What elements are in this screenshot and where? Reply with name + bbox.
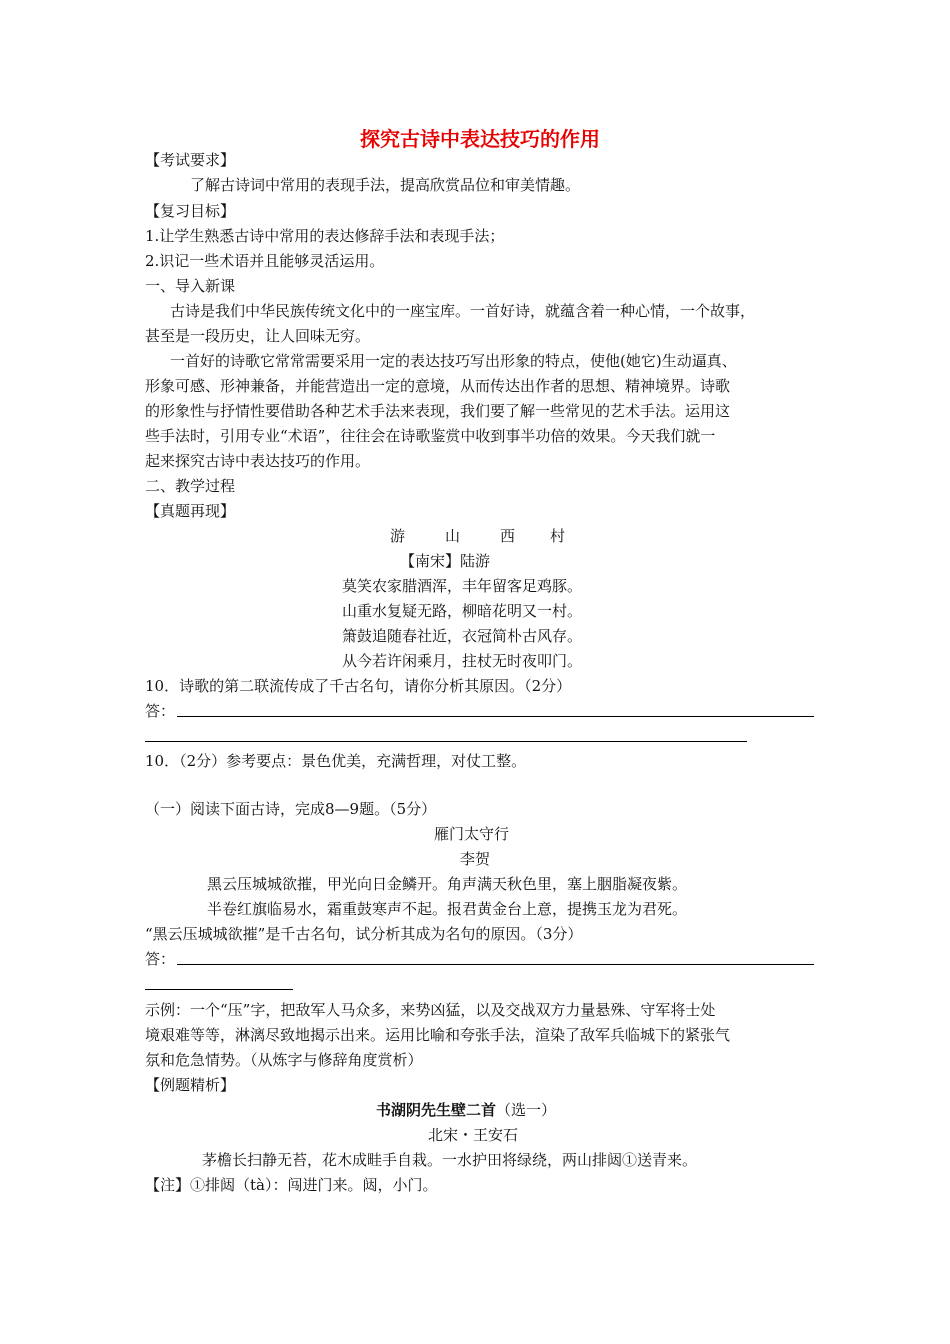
poem-1-author: 【南宋】陆游 [400, 552, 491, 570]
section-1-prompt: （一）阅读下面古诗，完成8—9题。（5分） [145, 800, 437, 818]
real-exam-heading: 【真题再现】 [145, 502, 236, 520]
poem-2-title: 雁门太守行 [434, 825, 510, 843]
poem-2-line-1: 黑云压城城欲摧，甲光向日金鳞开。角声满天秋色里，塞上胭脂凝夜紫。 [207, 875, 688, 893]
poem-3-note: 【注】①排闼（tà）：闯进门来。闼，小门。 [145, 1176, 438, 1194]
answer-line[interactable] [145, 741, 747, 742]
poem-3-line: 茅檐长扫静无苔，花木成畦手自栽。一水护田将绿绕，两山排闼①送青来。 [202, 1151, 698, 1169]
exam-requirements-heading: 【考试要求】 [145, 151, 236, 169]
page-title: 探究古诗中表达技巧的作用 [360, 127, 600, 151]
poem-3-title-note: （选一） [496, 1101, 557, 1119]
poem-1-line: 山重水复疑无路，柳暗花明又一村。 [342, 602, 583, 620]
example-answer-line-3: 氛和危急情势。（从炼字与修辞角度赏析） [145, 1051, 423, 1069]
poem-2-author: 李贺 [460, 850, 491, 868]
intro-paragraph-2-line-5: 起来探究古诗中表达技巧的作用。 [145, 452, 371, 470]
poem-1-line: 从今若许闲乘月，拄杖无时夜叩门。 [342, 652, 583, 670]
example-analysis-heading: 【例题精析】 [145, 1076, 236, 1094]
poem-1-title-char: 游 [390, 527, 406, 545]
poem-3-author: 北宋・王安石 [428, 1126, 519, 1144]
review-goal-2: 2.识记一些术语并且能够灵活运用。 [145, 252, 385, 270]
poem-1-title-char: 西 [500, 527, 516, 545]
intro-paragraph-1-line-1: 古诗是我们中华民族传统文化中的一座宝库。一首好诗，就蕴含着一种心情，一个故事， [170, 302, 756, 320]
poem-1-title-char: 村 [550, 527, 566, 545]
question-10-reference: 10．（2分）参考要点：景色优美，充满哲理，对仗工整。 [145, 752, 527, 770]
exam-requirements-text: 了解古诗词中常用的表现手法，提高欣赏品位和审美情趣。 [190, 176, 581, 194]
poem-3-title [376, 1100, 556, 1120]
intro-paragraph-1-line-2: 甚至是一段历史，让人回味无穷。 [145, 327, 371, 345]
poem-1-title-char: 山 [445, 527, 461, 545]
intro-paragraph-2-line-2: 形象可感、形神兼备，并能营造出一定的意境，从而传达出作者的思想、精神境界。诗歌 [145, 377, 731, 395]
intro-paragraph-2-line-4: 些手法时，引用专业“术语”，往往会在诗歌鉴赏中收到事半功倍的效果。今天我们就一 [145, 427, 716, 445]
example-answer-line-2: 境艰难等等，淋漓尽致地揭示出来。运用比喻和夸张手法，渲染了敌军兵临城下的紧张气 [145, 1026, 731, 1044]
section-1-answer-label: 答： [145, 950, 176, 968]
review-goal-1: 1.让学生熟悉古诗中常用的表达修辞手法和表现手法； [145, 227, 505, 245]
answer-line[interactable] [177, 716, 814, 717]
question-10: 10．诗歌的第二联流传成了千古名句，请你分析其原因。（2分） [145, 677, 572, 695]
answer-label-10: 答： [145, 702, 176, 720]
teaching-process-heading: 二、教学过程 [145, 477, 236, 495]
intro-heading: 一、导入新课 [145, 277, 236, 295]
answer-line[interactable] [145, 989, 293, 990]
intro-paragraph-2-line-3: 的形象性与抒情性要借助各种艺术手法来表现，我们要了解一些常见的艺术手法。运用这 [145, 402, 731, 420]
section-1-question: “黑云压城城欲摧”是千古名句，试分析其成为名句的原因。（3分） [145, 925, 583, 943]
answer-line[interactable] [177, 964, 814, 965]
review-goals-heading: 【复习目标】 [145, 202, 236, 220]
intro-paragraph-2-line-1: 一首好的诗歌它常常需要采用一定的表达技巧写出形象的特点，使他(她它)生动逼真、 [170, 352, 737, 370]
poem-1-line: 莫笑农家腊酒浑，丰年留客足鸡豚。 [342, 577, 583, 595]
example-answer-line-1: 示例：一个“压”字，把敌军人马众多，来势凶猛，以及交战双方力量悬殊、守军将士处 [145, 1001, 716, 1019]
poem-2-line-2: 半卷红旗临易水，霜重鼓寒声不起。报君黄金台上意，提携玉龙为君死。 [207, 900, 688, 918]
poem-1-line: 箫鼓追随春社近，衣冠简朴古风存。 [342, 627, 583, 645]
poem-3-title-main: 书湖阴先生壁二首 [376, 1101, 497, 1119]
